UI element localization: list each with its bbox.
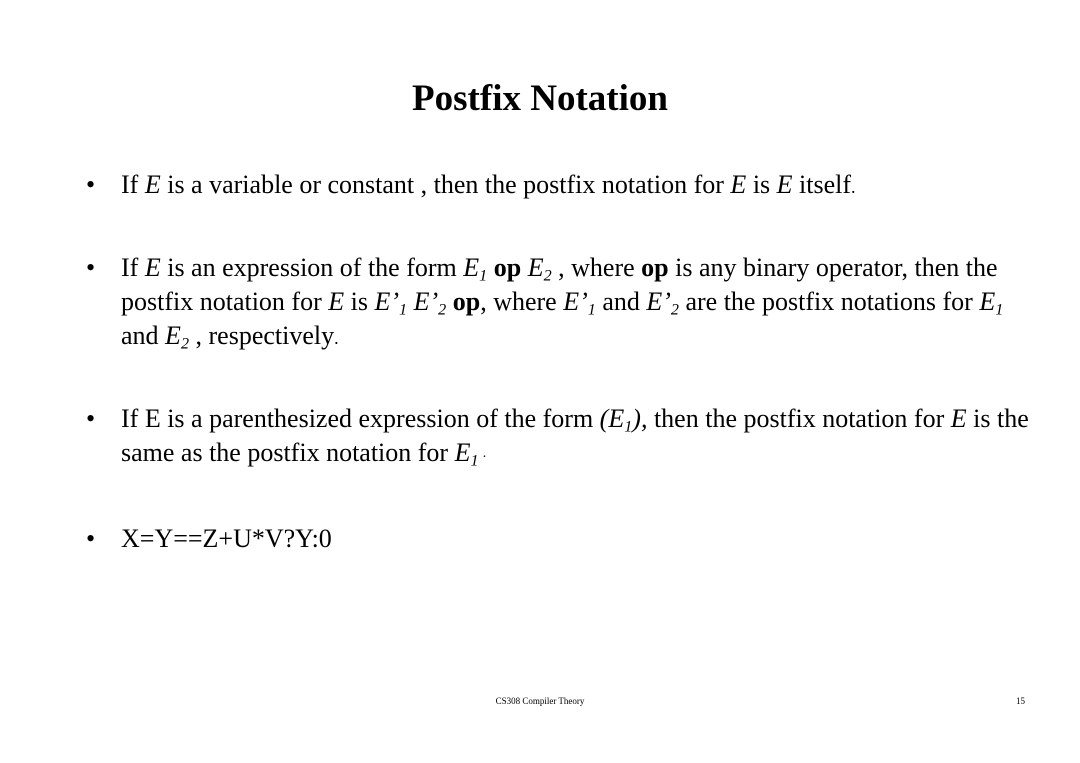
- text-run: , respectively: [189, 321, 335, 350]
- text-run: is an expression of the form: [160, 253, 464, 282]
- text-run: then the postfix notation for: [647, 404, 951, 433]
- period: .: [334, 328, 339, 348]
- text-run: is a variable or constant , then the postfix notation for: [160, 170, 731, 199]
- slide-title: Postfix Notation: [412, 78, 668, 119]
- bullet-mark: •: [86, 170, 96, 199]
- text-run: are the postfix notations for: [678, 287, 980, 316]
- bullet-item-3: [86, 402, 1036, 475]
- variable-e: E: [950, 404, 967, 433]
- period: .: [851, 177, 856, 197]
- variable-e: E: [730, 170, 747, 199]
- text-run: and: [595, 287, 647, 316]
- variable-e: E: [328, 287, 345, 316]
- text-run: If E is a parenthesized expression of the form: [121, 404, 600, 433]
- variable-e1: $E_1$: [979, 287, 1004, 319]
- bullet-mark: •: [86, 253, 96, 282]
- variable-e: E: [776, 170, 793, 199]
- bullet-mark: •: [86, 404, 96, 433]
- variable-e: E: [144, 253, 161, 282]
- parenthesized-e1: $(E_1)$,: [599, 404, 648, 436]
- variable-e-prime-2: $E’_2$: [646, 287, 679, 319]
- text-run: If: [121, 170, 145, 199]
- operator-op: op: [641, 253, 669, 282]
- variable-e2: $E_2$: [527, 253, 552, 285]
- bullet-item-4: [86, 522, 1036, 556]
- footer-course-name: CS308 Compiler Theory: [495, 696, 585, 706]
- text-run: If: [121, 253, 145, 282]
- bullet-mark: •: [86, 524, 96, 553]
- text-run: , where: [551, 253, 642, 282]
- expression-text: X=Y==Z+U*V?Y:0: [121, 524, 332, 553]
- text-run: is: [746, 170, 777, 199]
- variable-e-prime-2: $E’_2$: [413, 287, 447, 319]
- text-run: itself: [792, 170, 852, 199]
- text-run: and: [121, 321, 166, 350]
- operator-op: op: [493, 253, 522, 282]
- variable-e1: $E_1$: [454, 438, 479, 470]
- bullet-item-2: [86, 251, 1036, 355]
- operator-op: op: [452, 287, 481, 316]
- variable-e: E: [144, 170, 161, 199]
- variable-e-prime-1: $E’_1$: [563, 287, 596, 319]
- footer-page-number: 15: [1016, 696, 1025, 706]
- bullet-list: [86, 168, 1036, 556]
- variable-e-prime-1: $E’_1$: [374, 287, 408, 319]
- text-run: , where: [480, 287, 564, 316]
- text-run: is: [344, 287, 375, 316]
- dot-mark: ·: [478, 450, 487, 465]
- variable-e2: $E_2$: [165, 321, 189, 353]
- bullet-item-1: [86, 168, 1036, 204]
- text-run: is the same as the postfix notation for: [121, 404, 1029, 467]
- text-run: is any binary operator, then the postfix notation for: [121, 253, 998, 316]
- variable-e1: $E_1$: [463, 253, 488, 285]
